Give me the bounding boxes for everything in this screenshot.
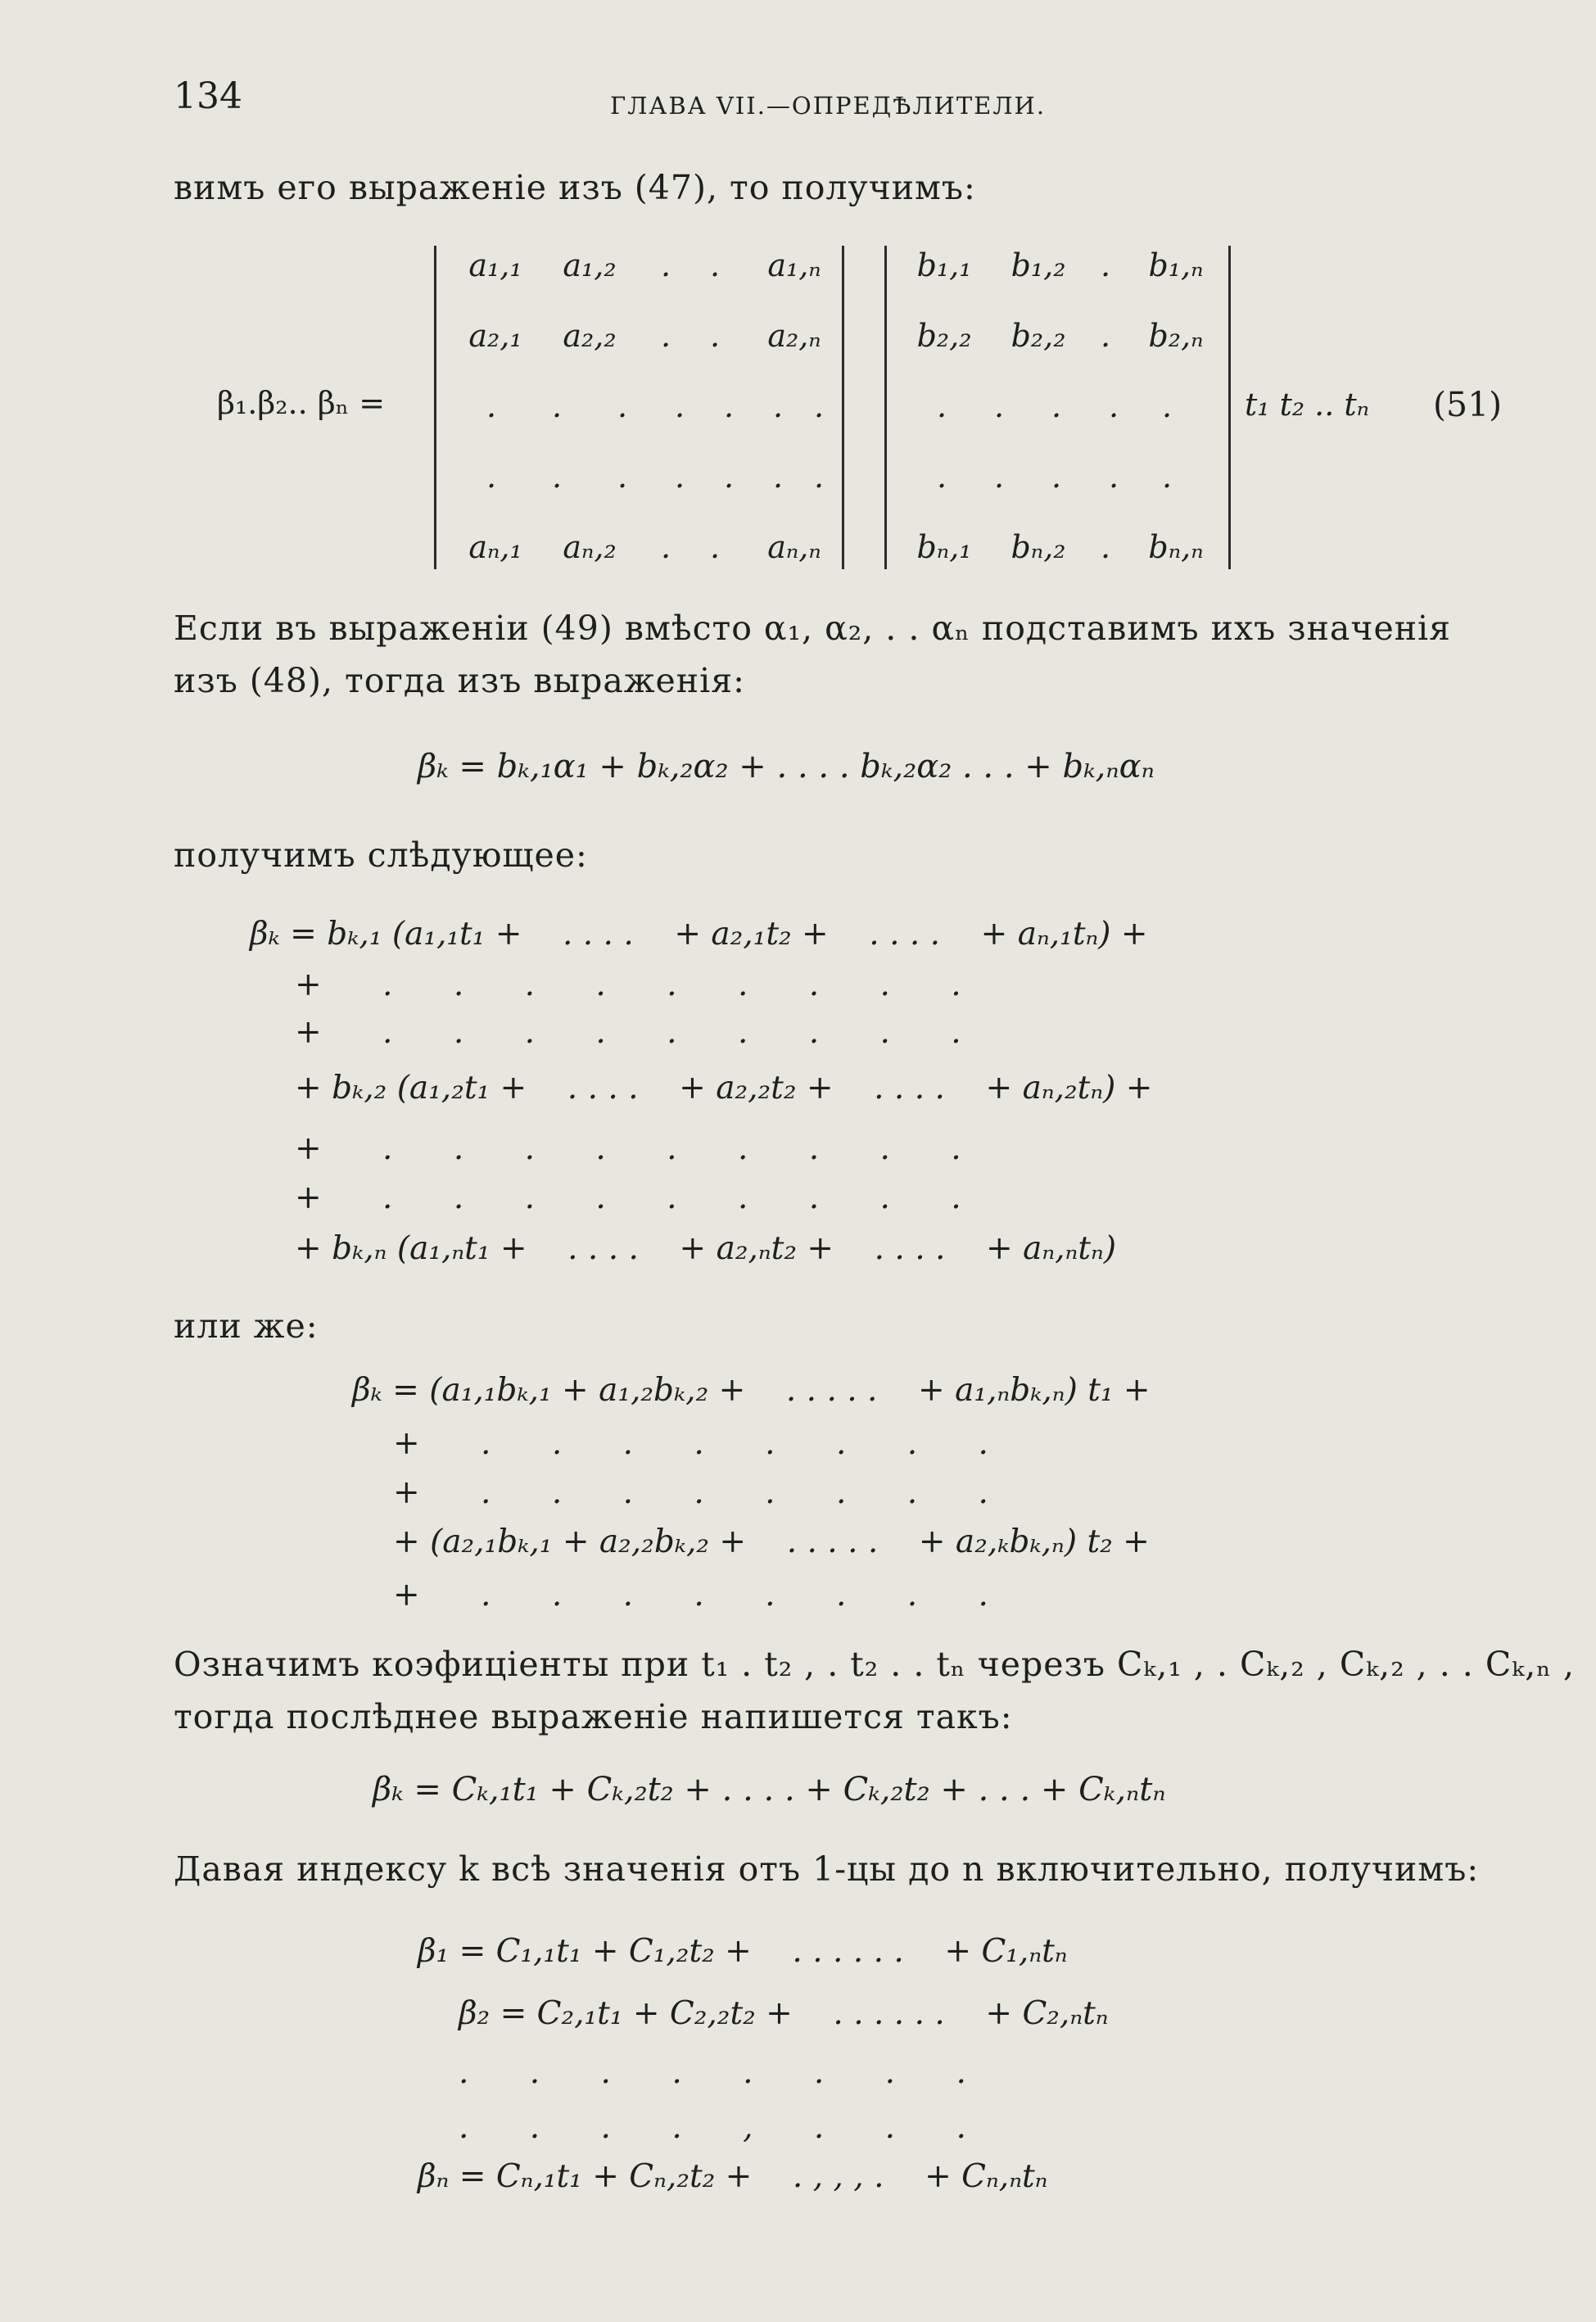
matrix-b-cell: .: [1161, 388, 1173, 424]
matrix-b-cell: b₁,₁: [916, 247, 972, 283]
collected-line: + . . . . . . . .: [393, 1425, 988, 1462]
matrix-b-cell: .: [936, 388, 947, 424]
collected-line: + . . . . . . . .: [393, 1577, 988, 1614]
matrix-b-cell: .: [1051, 388, 1062, 424]
matrix-a-right-bar: [842, 246, 844, 569]
para5-line1: Означимъ коэфиціенты при t₁ . t₂ , . t₂ . . tₙ черезъ Cₖ,₁ , . Cₖ,₂ , Cₖ,₂ , . . Cₖ,ₙ ,: [174, 1645, 1576, 1684]
matrix-a-cell: .: [813, 388, 825, 424]
matrix-b-cell: bₙ,₁: [916, 529, 972, 565]
matrix-a-cell: .: [486, 459, 497, 495]
matrix-a-left-bar: [434, 246, 436, 569]
matrix-b-cell: .: [1051, 459, 1062, 495]
matrix-b-cell: .: [1100, 529, 1111, 565]
determinant-lhs: β₁.β₂.. βₙ =: [217, 385, 386, 421]
matrix-b-cell: b₁,ₙ: [1148, 247, 1204, 283]
matrix-b-cell: .: [1108, 388, 1119, 424]
collected-line: + . . . . . . . .: [393, 1474, 988, 1511]
matrix-a-cell: .: [660, 247, 671, 283]
matrix-b-cell: .: [993, 459, 1005, 495]
para2-line1: Если въ выраженіи (49) вмѣсто α₁, α₂, . . αₙ подставимъ ихъ значенія: [174, 609, 1452, 648]
para3: получимъ слѣдующее:: [174, 835, 588, 875]
matrix-a-cell: a₂,₂: [563, 318, 617, 354]
matrix-a-cell: .: [617, 459, 628, 495]
matrix-a-cell: .: [772, 459, 784, 495]
matrix-a-cell: .: [486, 388, 497, 424]
matrix-b-cell: bₙ,₂: [1010, 529, 1066, 565]
matrix-b-cell: .: [993, 388, 1005, 424]
matrix-a-cell: .: [723, 388, 735, 424]
matrix-a-cell: aₙ,₂: [563, 529, 617, 565]
matrix-b-right-bar: [1228, 246, 1231, 569]
expansion-line: βₖ = bₖ,₁ (a₁,₁t₁ + . . . . + a₂,₁t₂ + . . . . + aₙ,₁tₙ) +: [250, 916, 1148, 953]
matrix-a-cell: .: [709, 318, 721, 354]
matrix-a-cell: aₙ,ₙ: [767, 529, 821, 565]
matrix-b-cell: b₂,ₙ: [1148, 318, 1204, 354]
expansion-line: + . . . . . . . . .: [295, 966, 961, 1003]
matrix-b-cell: b₂,₂: [916, 318, 972, 354]
matrix-a-cell: .: [674, 388, 685, 424]
intro-line: вимъ его выраженіе изъ (47), то получимъ:: [174, 168, 976, 207]
expansion-line: + . . . . . . . . .: [295, 1130, 961, 1167]
equation-beta-k-1: βₖ = bₖ,₁α₁ + bₖ,₂α₂ + . . . . bₖ,₂α₂ . . . + bₖ,ₙαₙ: [418, 748, 1155, 785]
matrix-b-cell: .: [1161, 459, 1173, 495]
matrix-a-cell: .: [723, 459, 735, 495]
equation-number: (51): [1433, 385, 1503, 424]
para2-line2: изъ (48), тогда изъ выраженія:: [174, 661, 745, 700]
matrix-a-cell: .: [772, 388, 784, 424]
running-title: ГЛАВА VII.—ОПРЕДѢЛИТЕЛИ.: [610, 92, 1047, 120]
para6: Давая индексу k всѣ значенія отъ 1-цы до n включительно, получимъ:: [174, 1849, 1480, 1889]
expansion-line: + bₖ,₂ (a₁,₂t₁ + . . . . + a₂,₂t₂ + . . . . + aₙ,₂tₙ) +: [295, 1070, 1153, 1107]
collected-line: βₖ = (a₁,₁bₖ,₁ + a₁,₂bₖ,₂ + . . . . . + a₁,ₙbₖ,ₙ) t₁ +: [352, 1372, 1151, 1409]
matrix-a-cell: a₂,₁: [468, 318, 522, 354]
matrix-a-cell: a₁,₂: [563, 247, 617, 283]
matrix-a-cell: a₁,ₙ: [767, 247, 821, 283]
matrix-a-cell: .: [709, 529, 721, 565]
matrix-a-cell: aₙ,₁: [468, 529, 522, 565]
equation-beta-k-2: βₖ = Cₖ,₁t₁ + Cₖ,₂t₂ + . . . . + Cₖ,₂t₂ + . . . + Cₖ,ₙtₙ: [373, 1771, 1166, 1808]
expansion-line: + . . . . . . . . .: [295, 1014, 961, 1051]
para5-line2: тогда послѣднее выраженіе напишется такъ:: [174, 1697, 1013, 1736]
matrix-a-cell: .: [551, 388, 563, 424]
para4: или же:: [174, 1306, 319, 1346]
matrix-a-cell: .: [660, 318, 671, 354]
matrix-b-left-bar: [884, 246, 887, 569]
matrix-b-cell: b₁,₂: [1010, 247, 1066, 283]
final-system-line: . . . . . . . .: [459, 2054, 966, 2091]
matrix-b-cell: b₂,₂: [1010, 318, 1066, 354]
matrix-b-cell: bₙ,ₙ: [1148, 529, 1204, 565]
expansion-line: + . . . . . . . . .: [295, 1179, 961, 1216]
final-system-line: . . . . , . . .: [459, 2109, 966, 2146]
page-number: 134: [174, 75, 242, 117]
determinant-trailing-t: t₁ t₂ .. tₙ: [1245, 387, 1370, 423]
final-system-line: β₁ = C₁,₁t₁ + C₁,₂t₂ + . . . . . . + C₁,ₙtₙ: [418, 1933, 1068, 1970]
final-system-line: β₂ = C₂,₁t₁ + C₂,₂t₂ + . . . . . . + C₂,ₙtₙ: [459, 1995, 1109, 2032]
matrix-b-cell: .: [1100, 318, 1111, 354]
matrix-b-cell: .: [936, 459, 947, 495]
matrix-a-cell: .: [660, 529, 671, 565]
matrix-a-cell: .: [551, 459, 563, 495]
matrix-a-cell: .: [709, 247, 721, 283]
matrix-a-cell: a₁,₁: [468, 247, 522, 283]
matrix-a-cell: a₂,ₙ: [767, 318, 821, 354]
expansion-line: + bₖ,ₙ (a₁,ₙt₁ + . . . . + a₂,ₙt₂ + . . . . + aₙ,ₙtₙ): [295, 1230, 1117, 1267]
matrix-a-cell: .: [617, 388, 628, 424]
matrix-b-cell: .: [1100, 247, 1111, 283]
matrix-a-cell: .: [813, 459, 825, 495]
matrix-b-cell: .: [1108, 459, 1119, 495]
matrix-a-cell: .: [674, 459, 685, 495]
final-system-line: βₙ = Cₙ,₁t₁ + Cₙ,₂t₂ + . , , , . + Cₙ,ₙtₙ: [418, 2158, 1048, 2195]
collected-line: + (a₂,₁bₖ,₁ + a₂,₂bₖ,₂ + . . . . . + a₂,ₖbₖ,ₙ) t₂ +: [393, 1523, 1150, 1560]
